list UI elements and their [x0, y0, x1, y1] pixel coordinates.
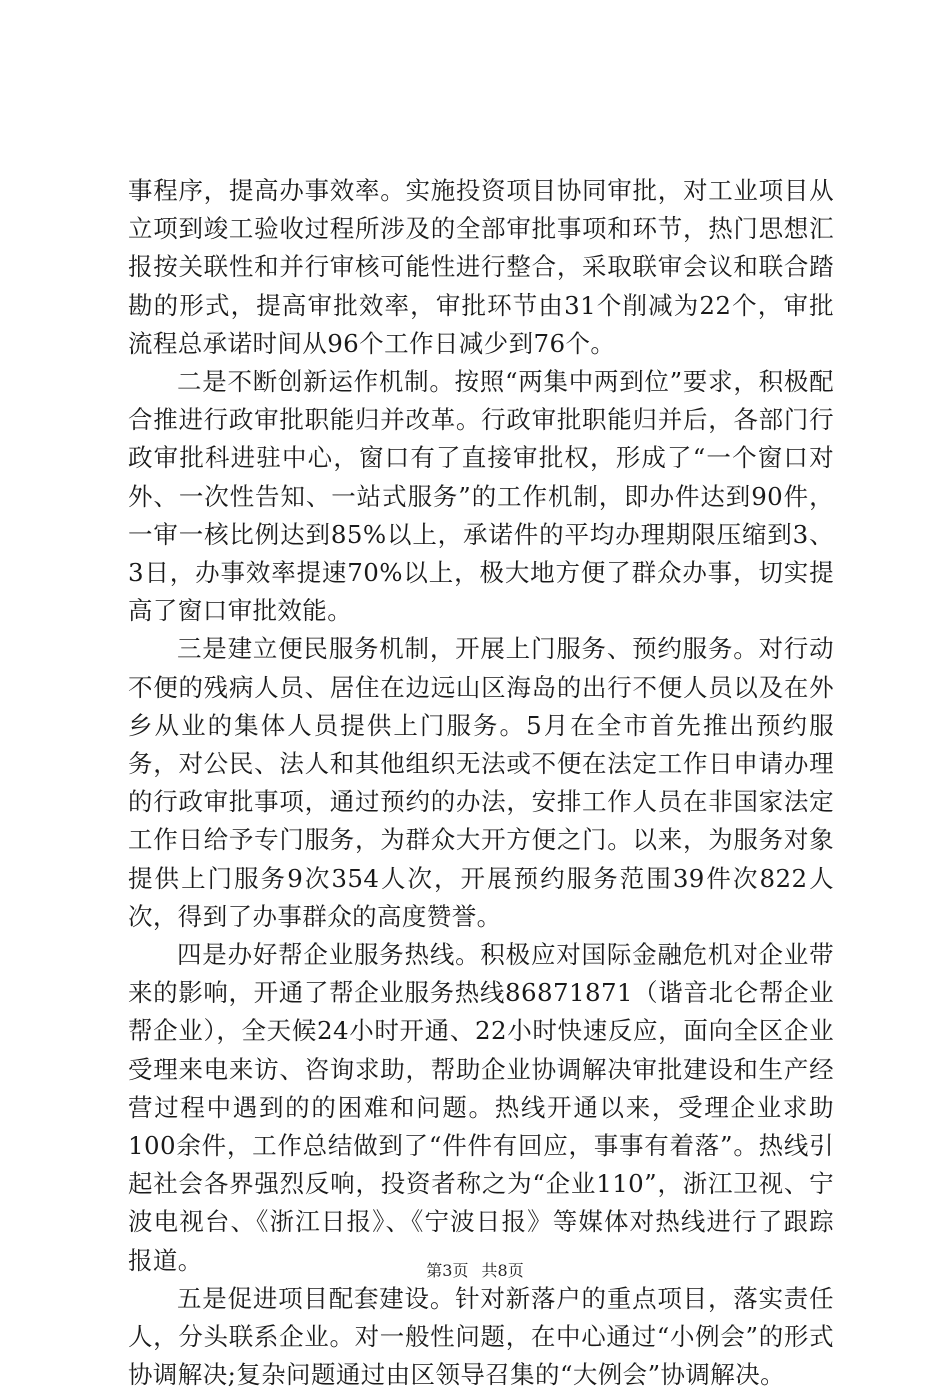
paragraph-project-support: 五是促进项目配套建设。针对新落户的重点项目，落实责任人，分头联系企业。对一般性问题，在中心通过“小例会”的形式协调解决;复杂问题通过由区领导召集的“大例会”协调解决。: [128, 1283, 834, 1390]
page-total: 共8页: [481, 1261, 524, 1280]
paragraph-continuation: 事程序，提高办事效率。实施投资项目协同审批，对工业项目从立项到竣工验收过程所涉及的全部审批事项和环节，热门思想汇报按关联性和并行审核可能性进行整合，采取联审会议和联合踏勘的形式，提高审批效率，审批环节由31个削减为22个，审批流程总承诺时间从96个工作日减少到76个。: [128, 176, 834, 358]
paragraph-operation-mechanism: 二是不断创新运作机制。按照“两集中两到位”要求，积极配合推进行政审批职能归并改革。行政审批职能归并后，各部门行政审批科进驻中心，窗口有了直接审批权，形成了“一个窗口对外、一次性告知、一站式服务”的工作机制，即办件达到90件，一审一核比例达到85%以上，承诺件的平均办理期限压缩到3、3日，办事效率提速70%以上，极大地方便了群众办事，切实提高了窗口审批效能。: [128, 367, 834, 626]
paragraph-convenience-service: 三是建立便民服务机制，开展上门服务、预约服务。对行动不便的残病人员、居住在边远山区海岛的出行不便人员以及在外乡从业的集体人员提供上门服务。5月在全市首先推出预约服务，对公民、法人和其他组织无法或不便在法定工作日申请办理的行政审批事项，通过预约的办法，安排工作人员在非国家法定工作日给予专门服务，为群众大开方便之门。以来，为服务对象提供上门服务9次354人次，开展预约服务范围39件次822人次，得到了办事群众的高度赞誉。: [128, 634, 834, 931]
document-body: [128, 172, 834, 1395]
page-footer: [0, 1261, 950, 1281]
page-number: 第3页: [426, 1261, 469, 1280]
paragraph-enterprise-hotline: 四是办好帮企业服务热线。积极应对国际金融危机对企业带来的影响，开通了帮企业服务热线86871871（谐音北仑帮企业帮企业），全天候24小时开通、22小时快速反应，面向全区企业受理来电来访、咨询求助，帮助企业协调解决审批建设和生产经营过程中遇到的的困难和问题。热线开通以来，受理企业求助100余件，工作总结做到了“件件有回应，事事有着落”。热线引起社会各界强烈反响，投资者称之为“企业110”，浙江卫视、宁波电视台、《浙江日报》、《宁波日报》等媒体对热线进行了跟踪报道。: [128, 940, 834, 1275]
